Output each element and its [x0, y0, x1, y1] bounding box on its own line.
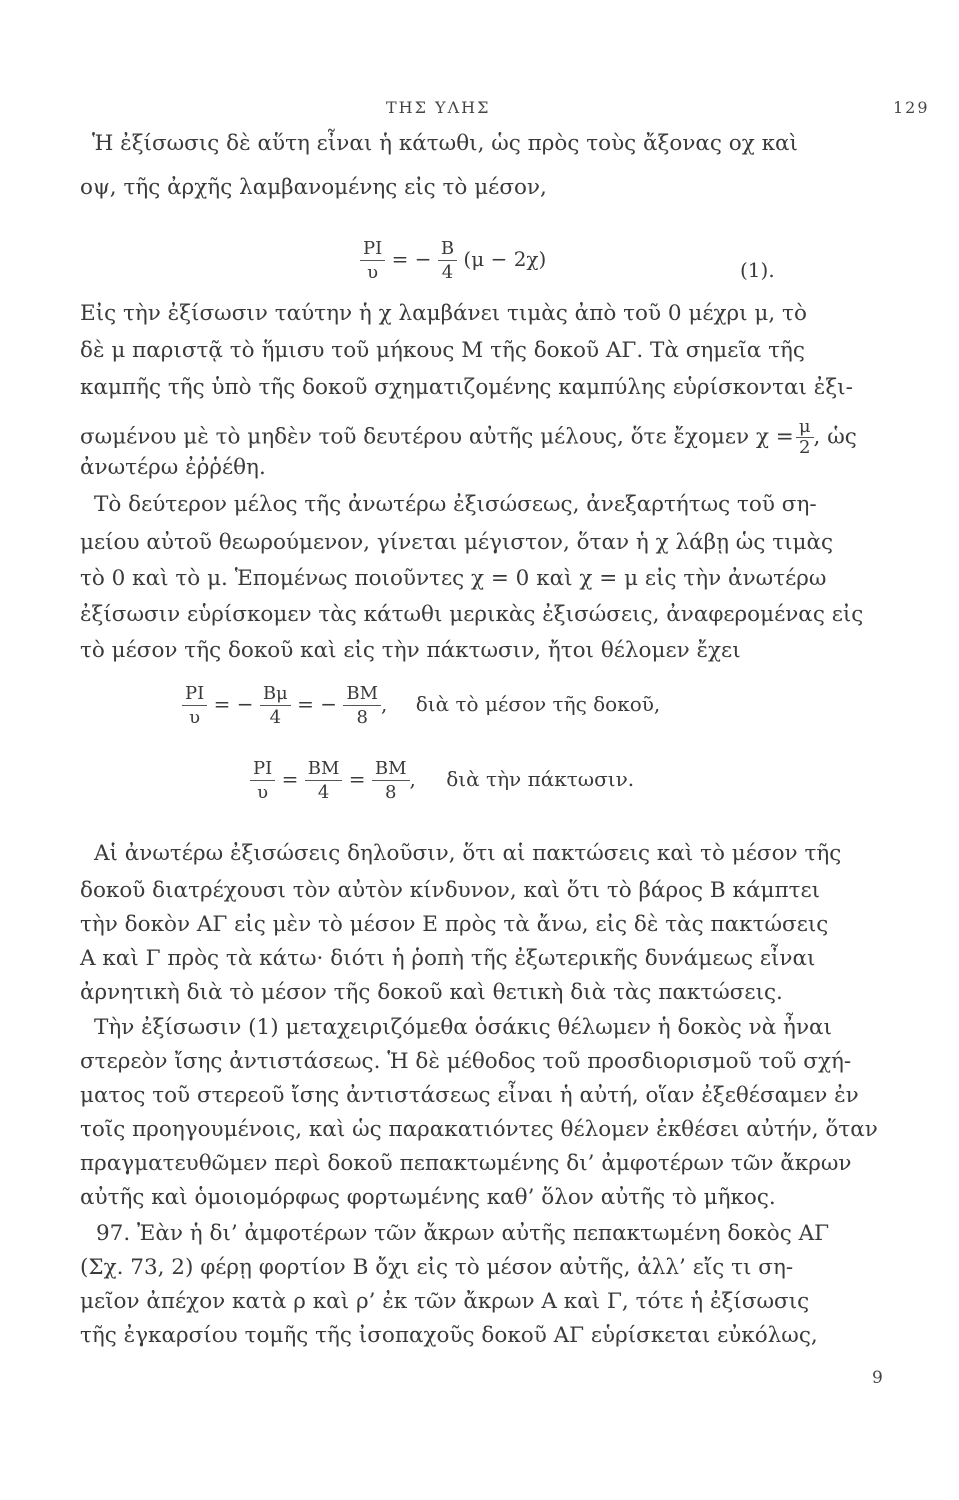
numerator: PI	[185, 683, 205, 704]
fraction	[438, 238, 457, 283]
equals-sign: = −	[391, 247, 432, 271]
fraction	[343, 683, 381, 728]
text-line: καμπῆς τῆς ὑπὸ τῆς δοκοῦ σχηματιζομένης καμπύλης εὑρίσκονται ἐξι-	[80, 375, 853, 400]
denominator: 2	[798, 437, 811, 458]
signature-mark: 9	[872, 1368, 883, 1388]
denominator: 8	[384, 782, 397, 803]
numerator: Bμ	[262, 683, 288, 704]
text-line: τῆς ἐγκαρσίου τομῆς τῆς ἰσοπαχοῦς δοκοῦ ΑΓ εὑρίσκεται εὐκόλως,	[80, 1323, 818, 1348]
text-segment: , ὡς	[813, 424, 857, 450]
equals-sign: =	[281, 767, 299, 791]
text-line: μεῖον ἀπέχον κατὰ ρ καὶ ρ’ ἐκ τῶν ἄκρων Α καὶ Γ, τότε ἡ ἐξίσωσις	[80, 1289, 810, 1314]
fraction-bar	[260, 705, 291, 706]
text-line: μείου αὐτοῦ θεωρούμενον, γίνεται μέγιστον, ὅταν ἡ χ λάβῃ ὡς τιμὰς	[80, 530, 834, 555]
inline-fraction	[796, 418, 814, 457]
text-line: στερεὸν ἴσης ἀντιστάσεως. Ἡ δὲ μέθοδος τοῦ προσδιορισμοῦ τοῦ σχή-	[80, 1049, 852, 1074]
text-line: ἐξίσωσιν εὑρίσκομεν τὰς κάτωθι μερικὰς ἐξισώσεις, ἀναφερομένας εἰς	[80, 602, 864, 627]
text-line: Α καὶ Γ πρὸς τὰ κάτω· διότι ἡ ῥοπὴ τῆς ἐξωτερικῆς δυνάμεως εἶναι	[80, 946, 816, 971]
fraction	[360, 238, 385, 283]
denominator: 4	[317, 782, 330, 803]
text-line: δὲ μ παριστᾷ τὸ ἥμισυ τοῦ μήκους Μ τῆς δοκοῦ ΑΓ. Τὰ σημεῖα τῆς	[80, 338, 805, 363]
equation-fixed-end	[250, 758, 634, 803]
text-line: τὴν δοκὸν ΑΓ εἰς μὲν τὸ μέσον Ε πρὸς τὰ ἄνω, εἰς δὲ τὰς πακτώσεις	[80, 912, 829, 937]
section-line: 97. Ἐὰν ἡ δι’ ἀμφοτέρων τῶν ἄκρων αὐτῆς πεπακτωμένη δοκὸς ΑΓ	[96, 1221, 830, 1246]
denominator: 8	[356, 707, 368, 728]
text-line: τὸ 0 καὶ τὸ μ. Ἑπομένως ποιοῦντες χ = 0 καὶ χ = μ εἰς τὴν ἀνωτέρω	[80, 566, 827, 591]
fraction	[260, 683, 291, 728]
equation-middle	[182, 683, 660, 728]
equals-sign: = −	[213, 692, 254, 716]
denominator: υ	[367, 262, 379, 283]
numerator: PI	[363, 238, 383, 259]
text-line: Εἰς τὴν ἐξίσωσιν ταύτην ἡ χ λαμβάνει τιμὰς ἀπὸ τοῦ 0 μέχρι μ, τὸ	[80, 301, 807, 326]
fraction	[250, 758, 275, 803]
denominator: 4	[441, 262, 454, 283]
text-line: Ἡ ἐξίσωσις δὲ αὕτη εἶναι ἡ κάτωθι, ὡς πρὸς τοὺς ἄξονας οχ καὶ	[92, 131, 798, 156]
text-line: οψ, τῆς ἀρχῆς λαμβανομένης εἰς τὸ μέσον,	[80, 175, 547, 200]
fraction-bar	[372, 780, 410, 781]
fraction-bar	[438, 260, 457, 261]
equals-sign: = −	[297, 692, 337, 716]
fraction	[372, 758, 410, 803]
comma: ,	[381, 692, 388, 716]
numerator: μ	[798, 416, 811, 437]
text-line: αὐτῆς καὶ ὁμοιομόρφως φορτωμένης καθ’ ὅλον αὐτῆς τὸ μῆκος.	[80, 1185, 776, 1210]
text-segment: σωμένου μὲ τὸ μηδὲν τοῦ δευτέρου αὐτῆς μέλους, ὅτε ἔχομεν χ =	[80, 424, 794, 450]
numerator: B	[440, 238, 455, 259]
text-line	[80, 416, 857, 458]
text-line: πραγματευθῶμεν περὶ δοκοῦ πεπακτωμένης δι’ ἀμφοτέρων τῶν ἄκρων	[80, 1151, 852, 1176]
fraction-bar	[360, 260, 385, 261]
numerator: BM	[307, 758, 340, 779]
fraction-bar	[250, 780, 275, 781]
equation-note: διὰ τὸ μέσον τῆς δοκοῦ,	[415, 692, 661, 716]
numerator: BM	[374, 758, 407, 779]
text-line: ἀνωτέρω ἐῤῥέθη.	[80, 455, 266, 480]
text-line: (Σχ. 73, 2) φέρῃ φορτίον Β ὄχι εἰς τὸ μέσον αὐτῆς, ἀλλ’ εἴς τι ση-	[80, 1255, 794, 1280]
text-line: τοῖς προηγουμένοις, καὶ ὡς παρακατιόντες θέλομεν ἐκθέσει αὐτήν, ὅταν	[80, 1117, 878, 1142]
equation-1	[360, 238, 546, 283]
denominator: υ	[189, 707, 201, 728]
denominator: 4	[269, 707, 282, 728]
text-line: Τὴν ἐξίσωσιν (1) μεταχειριζόμεθα ὁσάκις θέλωμεν ἡ δοκὸς νὰ ἦναι	[94, 1015, 832, 1040]
equation-term: (μ − 2χ)	[463, 247, 547, 271]
text-line: ματος τοῦ στερεοῦ ἴσης ἀντιστάσεως εἶναι ἡ αὐτή, οἵαν ἐξεθέσαμεν ἐν	[80, 1083, 859, 1108]
comma: ,	[409, 767, 416, 791]
text-line: Τὸ δεύτερον μέλος τῆς ἀνωτέρω ἐξισώσεως, ἀνεξαρτήτως τοῦ ση-	[94, 492, 817, 517]
text-line: Αἱ ἀνωτέρω ἐξισώσεις δηλοῦσιν, ὅτι αἱ πακτώσεις καὶ τὸ μέσον τῆς	[94, 841, 842, 866]
fraction	[182, 683, 207, 728]
text-line: ἀρνητικὴ διὰ τὸ μέσον τῆς δοκοῦ καὶ θετικὴ διὰ τὰς πακτώσεις.	[80, 980, 783, 1005]
denominator: υ	[257, 782, 269, 803]
fraction-bar	[305, 780, 343, 781]
running-head: ΤΗΣ ΥΛΗΣ	[386, 98, 491, 117]
equation-number: (1).	[740, 258, 775, 282]
page-number: 129	[893, 98, 930, 117]
fraction-bar	[182, 705, 207, 706]
equals-sign: =	[348, 767, 366, 791]
fraction-bar	[343, 705, 381, 706]
numerator: BM	[346, 683, 379, 704]
fraction	[305, 758, 343, 803]
numerator: PI	[253, 758, 273, 779]
equation-note: διὰ τὴν πάκτωσιν.	[446, 767, 635, 791]
text-line: τὸ μέσον τῆς δοκοῦ καὶ εἰς τὴν πάκτωσιν, ἤτοι θέλομεν ἔχει	[80, 638, 741, 663]
text-line: δοκοῦ διατρέχουσι τὸν αὐτὸν κίνδυνον, καὶ ὅτι τὸ βάρος Β κάμπτει	[80, 878, 821, 903]
